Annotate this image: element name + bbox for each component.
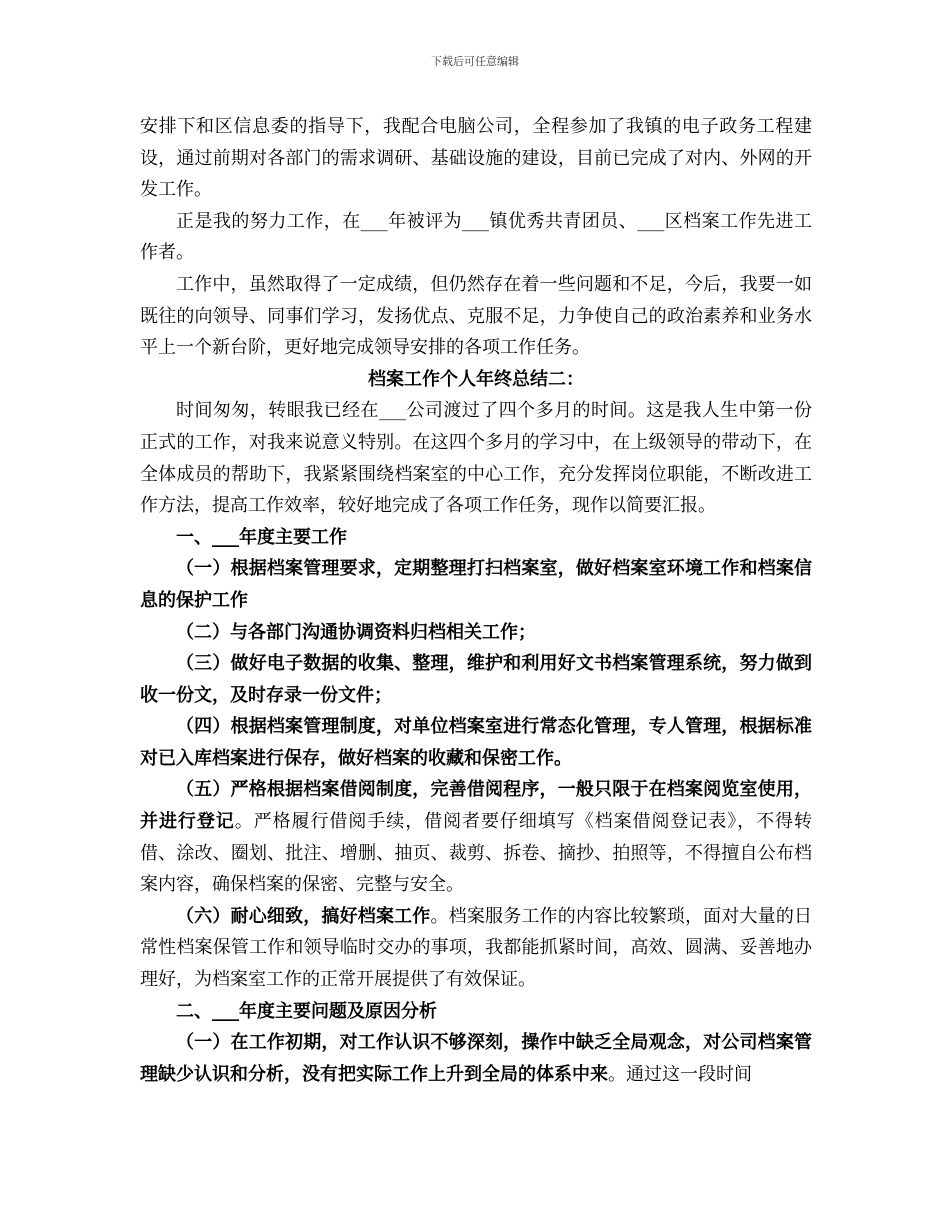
paragraph: 安排下和区信息委的指导下，我配合电脑公司，全程参加了我镇的电子政务工程建设，通过前期对各部门的需求调研、基础设施的建设，目前已完成了对内、外网的开发工作。: [140, 116, 812, 201]
list-item: （三）做好电子数据的收集、整理，维护和利用好文书档案管理系统，努力做到收一份文，及时存录一份文件；: [140, 653, 812, 706]
list-item-text: 。档案服务工作的内容比较繁琐，面对大量的日常性档案保管工作和领导临时交办的事项，我都能抓紧时间，高效、圆满、妥善地办理好，为档案室工作的正常开展提供了有效保证。: [140, 905, 813, 991]
paragraph: 时间匆匆，转眼我已经在___公司渡过了四个多月的时间。这是我人生中第一份正式的工作，对我来说意义特别。在这四个多月的学习中，在上级领导的带动下，在全体成员的帮助下，我紧紧围绕档案室的中心工作，充分发挥岗位职能，不断改进工作方法，提高工作效率，较好地完成了各项工作任务，现作以简要汇报。: [140, 400, 812, 517]
section-heading: 二、___年度主要问题及原因分析: [176, 1000, 437, 1022]
list-item: （一）根据档案管理要求，定期整理打扫档案室，做好档案室环境工作和档案信息的保护工作: [140, 558, 812, 611]
paragraph: 正是我的努力工作，在___年被评为___镇优秀共青团员、___区档案工作先进工作者。: [140, 210, 812, 264]
list-item: （四）根据档案管理制度，对单位档案室进行常态化管理，专人管理，根据标准对已入库档案进行保存，做好档案的收藏和保密工作。: [140, 716, 812, 769]
section-heading: 一、___年度主要工作: [176, 526, 347, 548]
list-item: [140, 774, 812, 900]
list-item: [140, 1027, 812, 1090]
list-item-lead: （五）严格根据档案借阅制度，完善借阅程序，一般只限于在档案阅览室使用，并进行登记: [140, 779, 812, 833]
list-item-text: 。严格履行借阅手续，借阅者要仔细填写《档案借阅登记表》，不得转借、涂改、圈划、批注、增删、抽页、裁剪、拆卷、摘抄、拍照等，不得擅自公布档案内容，确保档案的保密、完整与安全。: [140, 811, 813, 896]
paragraph: 工作中，虽然取得了一定成绩，但仍然存在着一些问题和不足，今后，我要一如既往的向领导、同事们学习，发扬优点、克服不足，力争使自己的政治素养和业务水平上一个新台阶，更好地完成领导安排的各项工作任务。: [140, 273, 812, 359]
list-item: [140, 901, 812, 996]
list-item-lead: （六）耐心细致，搞好档案工作: [176, 905, 431, 927]
section-title: 档案工作个人年终总结二：: [368, 368, 584, 390]
page-header-note: 下载后可任意编辑: [431, 55, 519, 68]
document-body: [140, 111, 812, 1090]
list-item-lead: （一）在工作初期，对工作认识不够深刻，操作中缺乏全局观念，对公司档案管理缺少认识和分析，没有把实际工作上升到全局的体系中来: [140, 1032, 812, 1085]
list-item: （二）与各部门沟通协调资料归档相关工作；: [176, 621, 536, 643]
list-item-text: 。通过这一段时间: [608, 1063, 752, 1085]
